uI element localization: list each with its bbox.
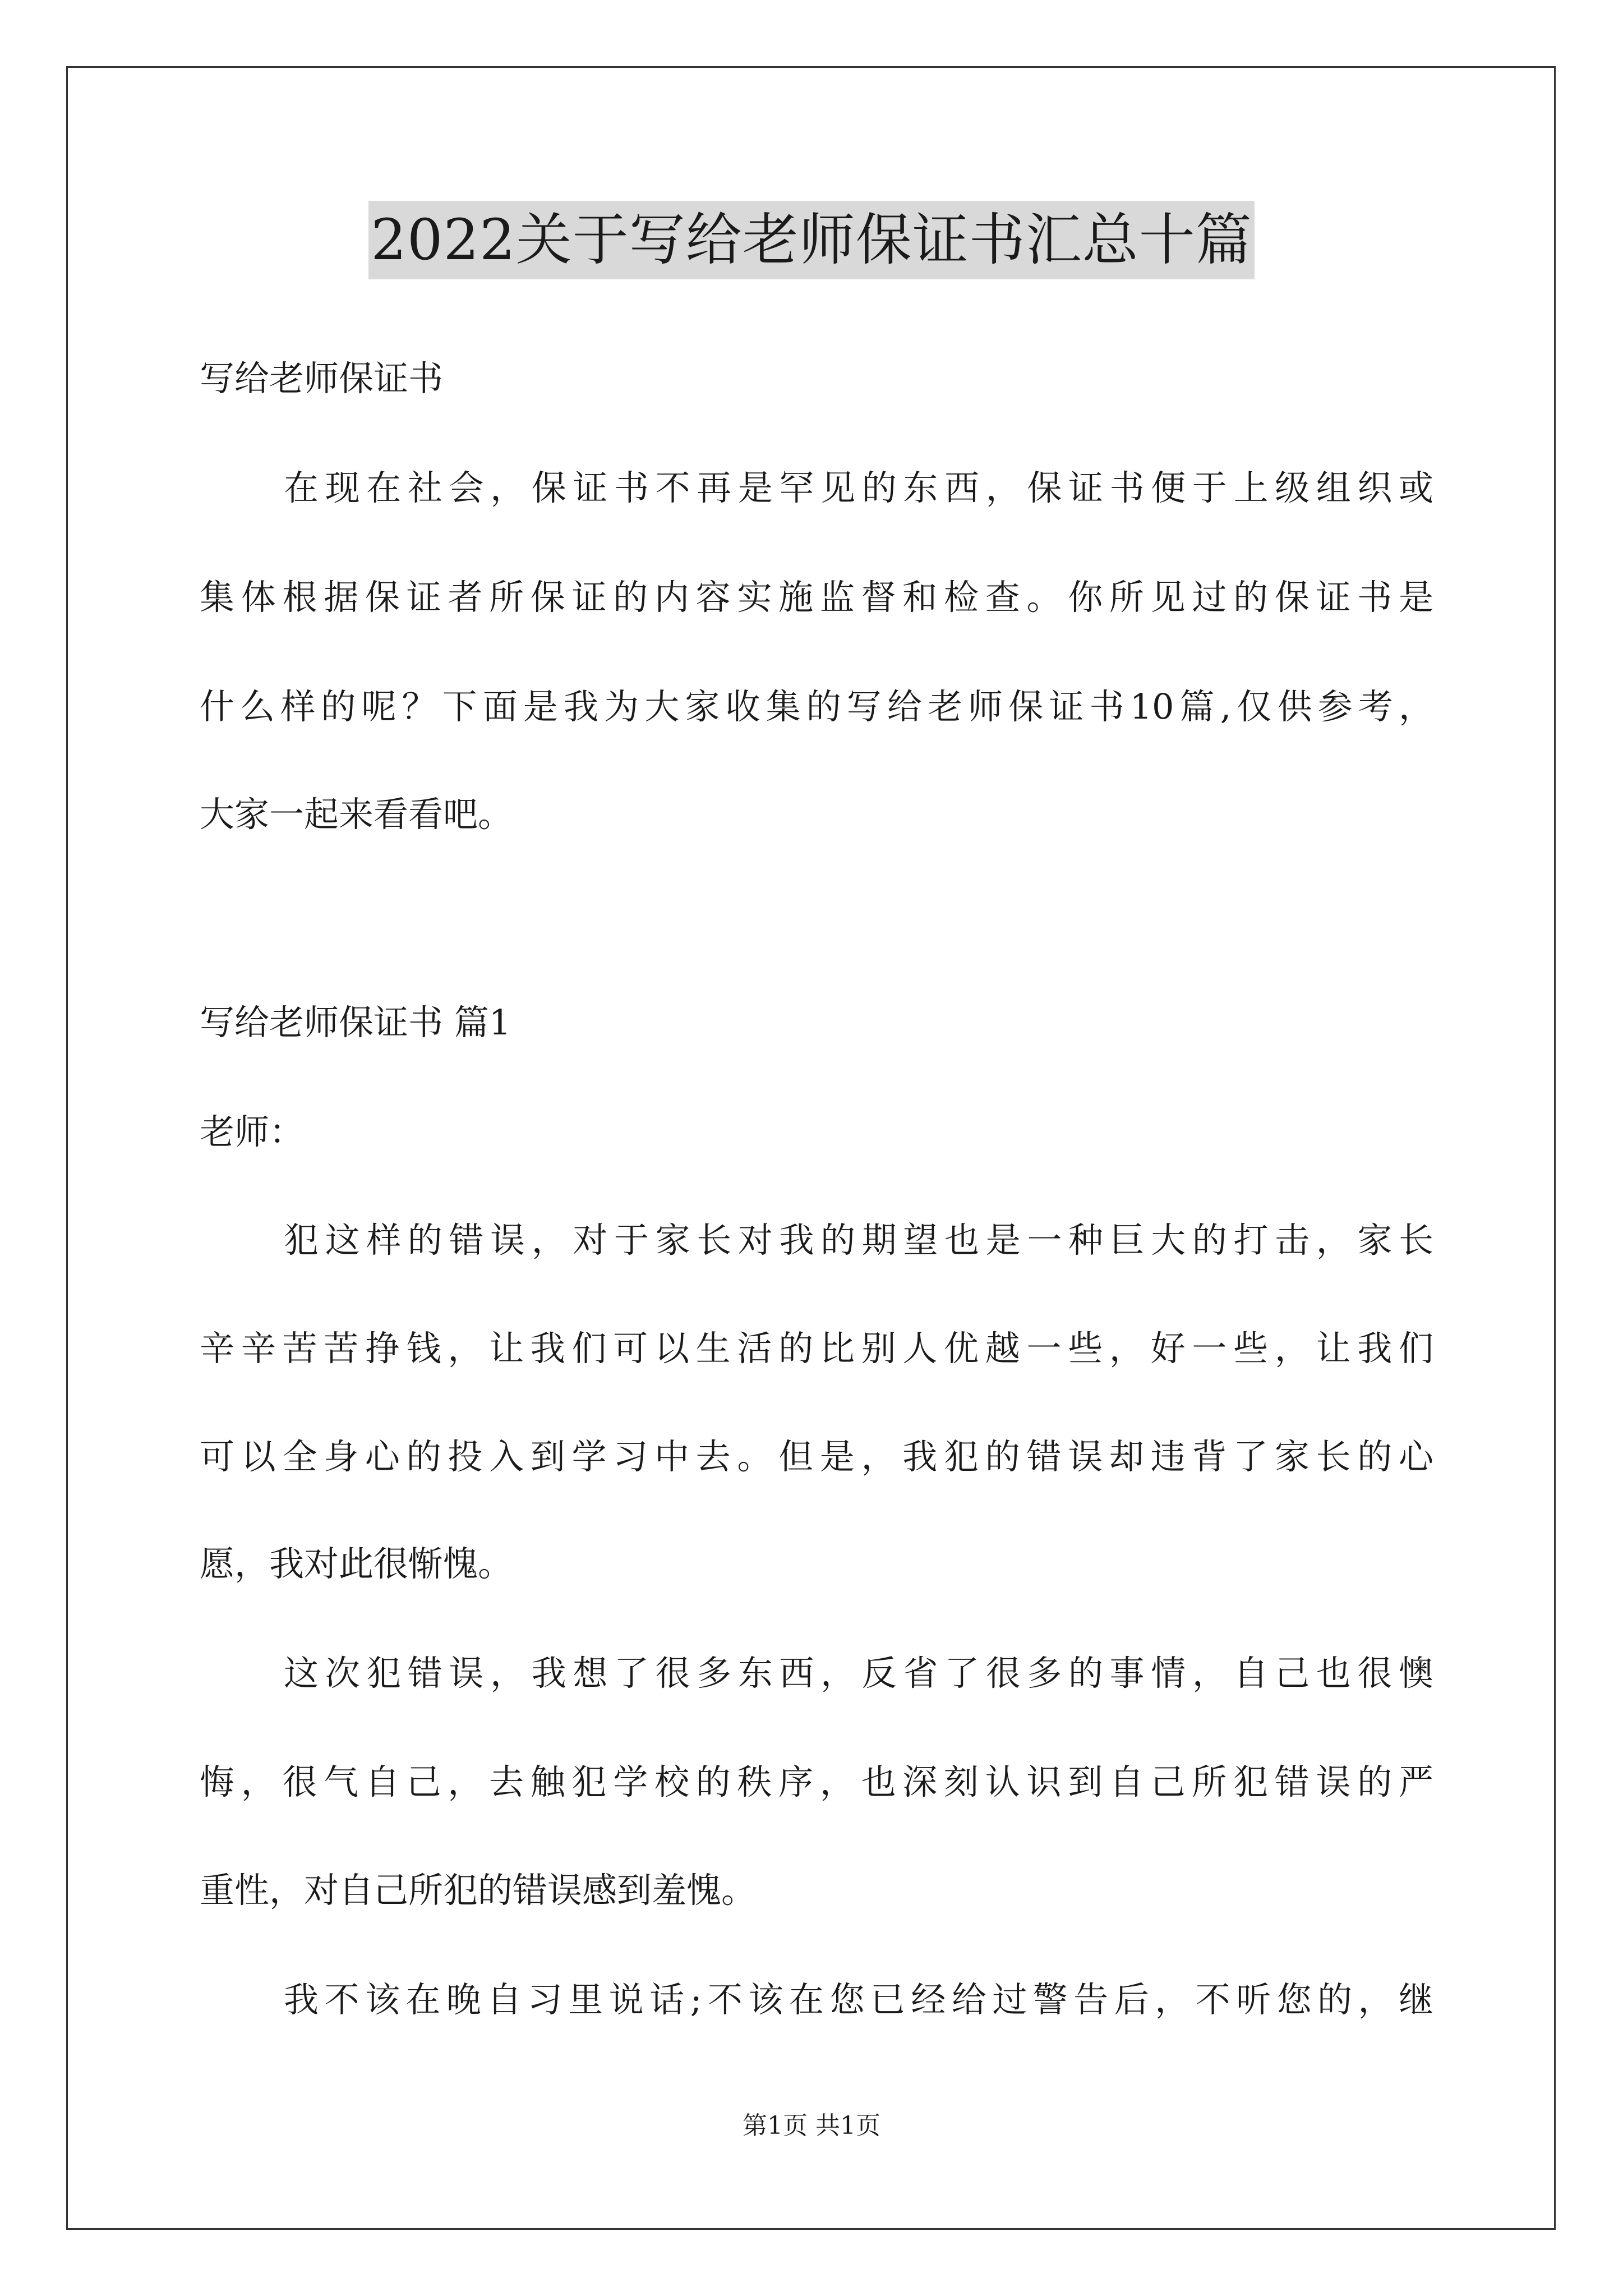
para2-line-1: 这次犯错误，我想了很多东西，反省了很多的事情，自己也很懊 (284, 1653, 1433, 1694)
para1-line-3: 可以全身心的投入到学习中去。但是，我犯的错误却违背了家长的心 (200, 1436, 1433, 1477)
intro-line-2: 集体根据保证者所保证的内容实施监督和检查。你所见过的保证书是 (200, 577, 1433, 618)
para1-line-2: 辛辛苦苦挣钱，让我们可以生活的比别人优越一些，好一些，让我们 (200, 1328, 1433, 1369)
para3-line-1: 我不该在晚自习里说话;不该在您已经给过警告后，不听您的，继 (284, 1979, 1433, 2020)
intro-line-3: 什么样的呢？下面是我为大家收集的写给老师保证书10篇,仅供参考， (200, 686, 1433, 727)
document-title: 2022关于写给老师保证书汇总十篇 (368, 201, 1255, 279)
intro-line-4: 大家一起来看看吧。 (200, 794, 513, 835)
salutation: 老师： (200, 1111, 305, 1152)
para2-line-2: 悔，很气自己，去触犯学校的秩序，也深刻认识到自己所犯错误的严 (200, 1761, 1433, 1802)
intro-line-1: 在现在社会，保证书不再是罕见的东西，保证书便于上级组织或 (284, 467, 1433, 508)
page-number: 第1页 共1页 (743, 2111, 880, 2140)
para1-line-1: 犯这样的错误，对于家长对我的期望也是一种巨大的打击，家长 (284, 1220, 1433, 1260)
intro-heading: 写给老师保证书 (200, 358, 444, 399)
para1-line-4: 愿，我对此很惭愧。 (200, 1543, 513, 1584)
section-heading: 写给老师保证书 篇1 (200, 1002, 511, 1043)
para2-line-3: 重性，对自己所犯的错误感到羞愧。 (200, 1870, 757, 1911)
title-container (0, 201, 1623, 279)
